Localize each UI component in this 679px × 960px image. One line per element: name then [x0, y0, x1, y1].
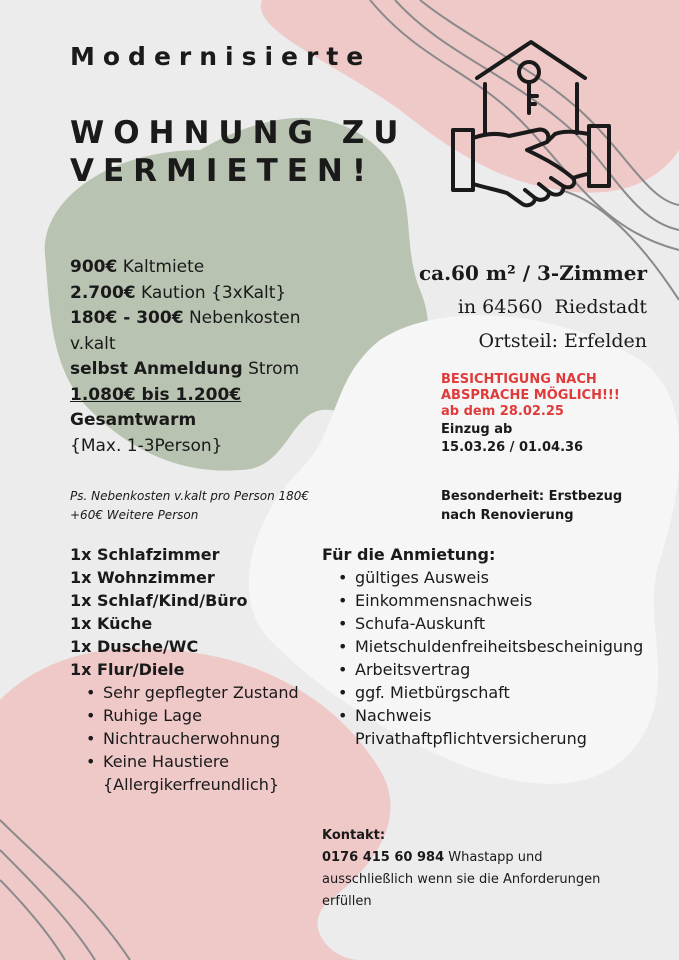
electricity-line	[70, 357, 360, 383]
requirements-continuation: Privathaftpflichtversicherung	[355, 729, 587, 748]
list-item: • Arbeitsvertrag	[322, 658, 672, 681]
extra-costs-line	[70, 306, 360, 332]
requirements-heading: Für die Anmietung:	[322, 545, 496, 564]
apartment-size: ca.60 m² / 3-Zimmer	[418, 261, 647, 285]
deposit-line	[70, 281, 360, 307]
move-in-label: Einzug ab	[441, 422, 513, 437]
cold-rent-label: Kaltmiete	[122, 257, 205, 277]
special-line-2: nach Renovierung	[441, 508, 574, 523]
list-item: • gültiges Ausweis	[322, 566, 672, 589]
list-item: 1x Flur/Diele	[70, 660, 185, 679]
contact-section	[322, 825, 672, 913]
note-line-2: +60€ Weitere Person	[70, 508, 199, 522]
electricity-bold: selbst Anmeldung	[70, 359, 243, 379]
features-list	[70, 681, 340, 796]
list-item: • Ruhige Lage	[70, 704, 340, 727]
list-item: 1x Wohnzimmer	[70, 568, 215, 587]
rooms-list	[70, 543, 340, 681]
warm-label: Gesamtwarm	[70, 410, 197, 430]
cold-rent-line	[70, 255, 360, 281]
list-item: 1x Schlafzimmer	[70, 545, 220, 564]
extra-costs-note: v.kalt	[70, 333, 116, 354]
subtitle: Modernisierte	[70, 42, 372, 71]
persons-limit: {Max. 1-3Person}	[70, 435, 223, 456]
phone-number: 0176 415 60 984	[322, 850, 445, 865]
deposit-amount: 2.700€	[70, 282, 136, 303]
extra-costs-footnote	[70, 487, 360, 525]
title-line-1: WOHNUNG ZU	[70, 115, 408, 151]
list-item: • Einkommensnachweis	[322, 589, 672, 612]
special-line-1: Besonderheit: Erstbezug	[441, 489, 623, 504]
list-item: 1x Schlaf/Kind/Büro	[70, 591, 248, 610]
electricity-label: Strom	[248, 359, 300, 379]
viewing-line-1: BESICHTIGUNG NACH	[441, 372, 597, 387]
list-item: • ggf. Mietbürgschaft	[322, 681, 672, 704]
features-continuation: {Allergikerfreundlich}	[103, 775, 280, 794]
warm-range: 1.080€ bis 1.200€	[70, 384, 242, 405]
title-line-2: VERMIETEN!	[70, 153, 376, 189]
city: in 64560 Riedstadt	[457, 296, 647, 318]
viewing-line-2: ABSPRACHE MÖGLICH!!!	[441, 388, 620, 403]
list-item: • Nachweis	[322, 704, 672, 727]
contact-line-1: 0176 415 60 984 Whastapp und	[322, 850, 543, 865]
location-section	[419, 256, 647, 358]
list-item: • Nichtraucherwohnung	[70, 727, 340, 750]
viewing-line-3: ab dem 28.02.25	[441, 404, 564, 419]
list-item: 1x Dusche/WC	[70, 637, 199, 656]
costs-section	[70, 255, 360, 459]
contact-line-2: ausschließlich wenn sie die Anforderungen	[322, 872, 601, 887]
viewing-section	[441, 372, 671, 456]
contact-line-3: erfüllen	[322, 894, 372, 909]
district: Ortsteil: Erfelden	[478, 330, 647, 352]
list-item: • Keine Haustiere	[70, 750, 340, 773]
cold-rent-amount: 900€	[70, 257, 118, 277]
house-key-handshake-icon	[447, 38, 615, 214]
move-in-dates: 15.03.26 / 01.04.36	[441, 440, 584, 455]
contact-label: Kontakt:	[322, 828, 386, 843]
page-title	[70, 114, 407, 190]
deposit-label: Kaution {3xKalt}	[141, 282, 287, 303]
extra-costs-label: Nebenkosten	[188, 308, 301, 328]
extra-costs-amount: 180€ - 300€	[70, 308, 184, 328]
note-line-1: Ps. Nebenkosten v.kalt pro Person 180€	[70, 489, 310, 503]
special-feature	[441, 487, 671, 525]
requirements-section	[322, 543, 672, 750]
list-item: • Schufa-Auskunft	[322, 612, 672, 635]
list-item: • Mietschuldenfreiheitsbescheinigung	[322, 635, 672, 658]
list-item: • Sehr gepflegter Zustand	[70, 681, 340, 704]
list-item: 1x Küche	[70, 614, 153, 633]
